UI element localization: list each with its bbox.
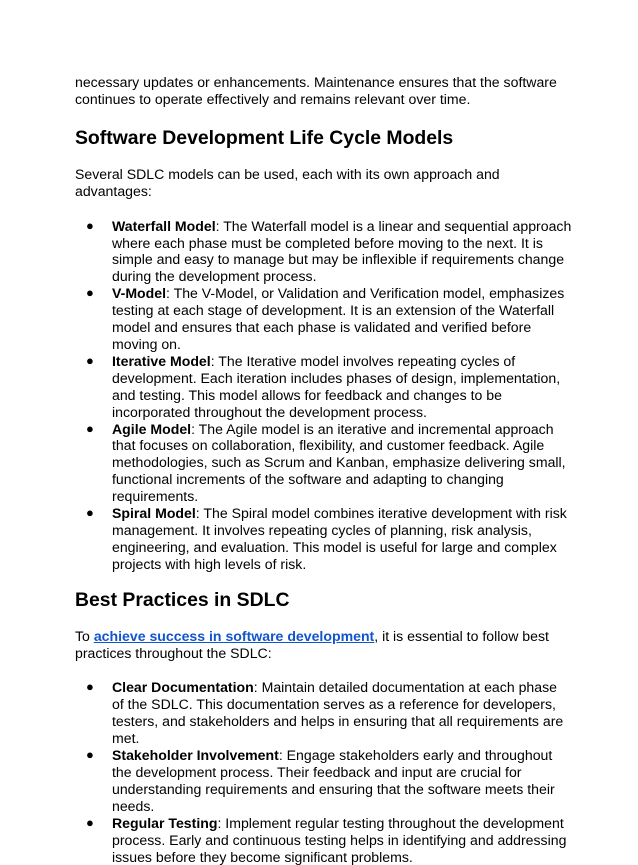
sdlc-models-lead: Several SDLC models can be used, each with its own approach and advantages: [75,165,500,199]
section-heading-best-practices: Best Practices in SDLC [75,588,290,611]
lead-text-after: , it is essential to follow best practices throughout the SDLC: [75,627,549,661]
list-item-text: : Engage stakeholders early and throughout the development process. Their feedback and input are crucial for understanding requirements and ensuring that the software meets their needs. [112,747,555,814]
bullet-icon: ● [86,420,94,436]
achieve-success-link[interactable]: achieve success in software development [93,627,375,644]
list-item-iterative [75,353,572,421]
list-item-text: : Maintain detailed documentation at each phase of the SDLC. This documentation serves as a reference for developers, testers, and stakeholders and helps in ensuring that all requirements are met. [112,679,564,747]
list-item-clear-documentation [75,679,572,747]
list-item-agile [75,421,572,506]
list-item-v-model [75,285,572,353]
list-item-term: Spiral Model [112,505,196,522]
list-item-text: : Implement regular testing throughout the development process. Early and continuous testing helps in identifying and addressing issues before they become significant problems. [112,814,567,865]
list-item-text: : The Spiral model combines iterative development with risk management. It involves repeating cycles of planning, risk analysis, engineering, and evaluation. This model is useful for large and complex projects with high levels of risk. [112,505,567,572]
list-item-term: Iterative Model [112,352,211,369]
list-item-text: : The V-Model, or Validation and Verification model, emphasizes testing at each stage of development. It is an extension of the Waterfall model and ensures that each phase is validated and verified before moving on. [112,285,565,352]
list-item-term: Waterfall Model [112,217,216,234]
best-practices-list [75,679,572,865]
list-item-stakeholder-involvement [75,747,572,815]
list-item-term: Clear Documentation [112,679,254,696]
sdlc-models-list [75,218,572,573]
bullet-icon: ● [86,679,94,695]
bullet-icon: ● [86,505,94,521]
lead-text-before: To [75,627,94,644]
bullet-icon: ● [86,217,94,233]
list-item-text: : The Agile model is an iterative and incremental approach that focuses on collaboration, flexibility, and customer feedback. Agile methodologies, such as Scrum and Kanban, emphasize delivering small, functional increments of the software and adapting to changing requirements. [112,420,566,505]
list-item-term: Regular Testing [112,814,218,831]
list-item-term: Agile Model [112,420,192,437]
bullet-icon: ● [86,747,94,763]
list-item-term: Stakeholder Involvement [112,747,279,764]
list-item-text: : The Iterative model involves repeating cycles of development. Each iteration includes phases of design, implementation, and testing. This model allows for feedback and changes to be incorporated throughout the development process. [112,352,561,420]
list-item-waterfall [75,218,572,286]
bullet-icon: ● [86,352,94,368]
best-practices-lead [75,628,572,662]
list-item-term: V-Model [112,285,167,302]
bullet-icon: ● [86,814,94,830]
list-item-regular-testing [75,815,572,865]
list-item-text: : The Waterfall model is a linear and sequential approach where each phase must be completed before moving to the next. It is simple and easy to manage but may be inflexible if requirements change during the development process. [112,217,572,285]
bullet-icon: ● [86,285,94,301]
section-heading-sdlc-models: Software Development Life Cycle Models [75,126,454,149]
list-item-spiral [75,505,572,573]
intro-paragraph: necessary updates or enhancements. Maintenance ensures that the software continues to operate effectively and remains relevant over time. [75,74,557,107]
